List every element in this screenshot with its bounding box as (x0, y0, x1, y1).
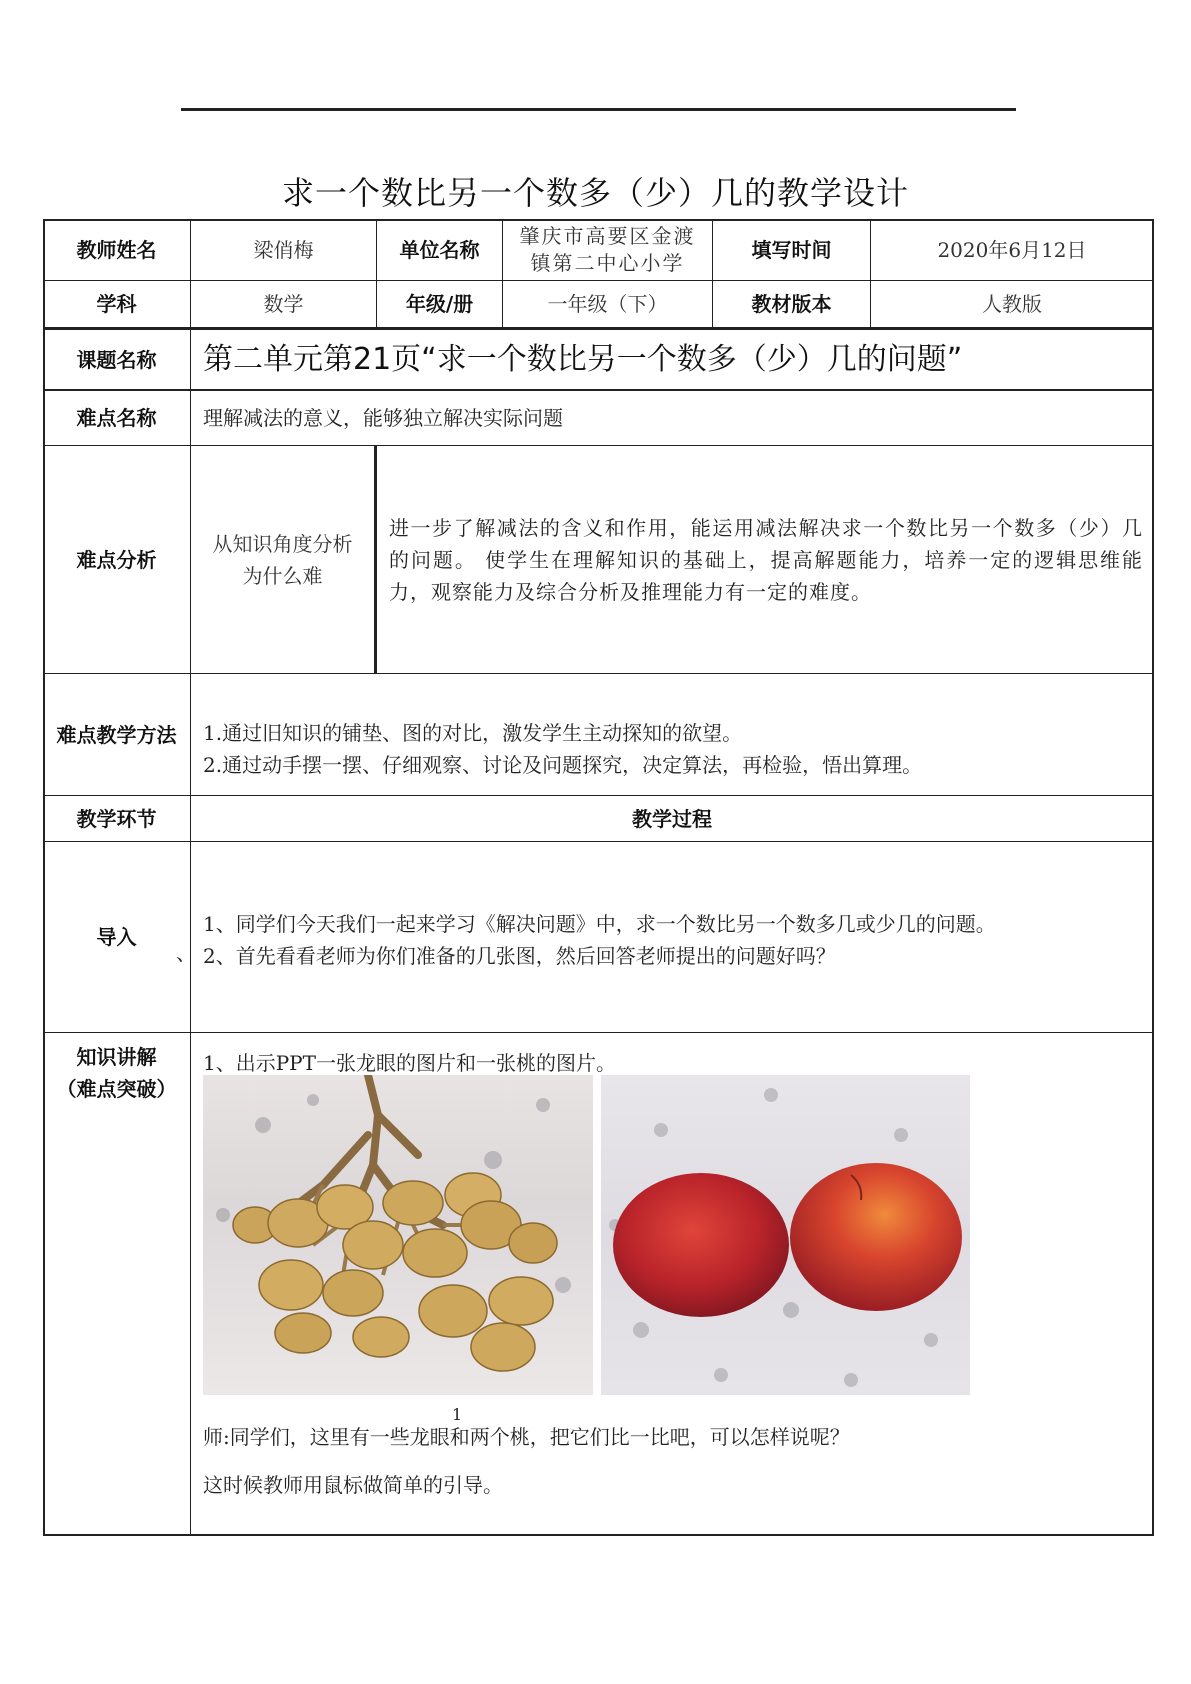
method-item-2: 2.通过动手摆一摆、仔细观察、讨论及问题探究，决定算法，再检验，悟出算理。 (203, 752, 923, 777)
analysis-label: 难点分析 (43, 446, 191, 674)
knowledge-label (43, 1033, 191, 1536)
difficulty-label: 难点名称 (43, 390, 191, 446)
topic-value: 第二单元第21页“求一个数比另一个数多（少）几的问题” (191, 328, 1154, 390)
page-number: 1 (452, 1405, 463, 1424)
peach-image (601, 1075, 970, 1395)
stage-header: 教学环节 (43, 796, 191, 842)
lesson-plan-table (43, 219, 1154, 1536)
analysis-sub-label: 从知识角度分析为什么难 (191, 446, 377, 674)
teacher-dialogue: 师:同学们，这里有一些龙眼和两个桃，把它们比一比吧，可以怎样说呢？ (203, 1425, 850, 1449)
edition-label: 教材版本 (713, 281, 871, 328)
document-title: 求一个数比另一个数多（少）几的教学设计 (281, 174, 909, 212)
subject-label: 学科 (43, 281, 191, 328)
analysis-cell (377, 446, 1154, 674)
teacher-value: 梁俏梅 (191, 219, 377, 281)
knowledge-label-line1: 知识讲解 (76, 1045, 157, 1069)
header-rule (181, 108, 1016, 111)
method-cell (191, 674, 1154, 796)
intro-item-2: 2、首先看看老师为你们准备的几张图，然后回答老师提出的问题好吗？ (203, 944, 836, 968)
time-label: 填写时间 (713, 219, 871, 281)
difficulty-value: 理解减法的意义，能够独立解决实际问题 (191, 390, 1154, 446)
unit-label: 单位名称 (377, 219, 503, 281)
edition-value: 人教版 (871, 281, 1154, 328)
method-label: 难点教学方法 (43, 674, 191, 796)
process-header: 教学过程 (191, 796, 1154, 842)
longan-photo (203, 1075, 593, 1395)
knowledge-cell (191, 1033, 1154, 1536)
knowledge-label-line2: （难点突破） (56, 1077, 177, 1101)
grade-value: 一年级（下） (503, 281, 713, 328)
intro-item-1: 1、同学们今天我们一起来学习《解决问题》中，求一个数比另一个数多几或少几的问题。 (203, 912, 996, 936)
teacher-note: 这时候教师用鼠标做简单的引导。 (203, 1473, 503, 1497)
grade-label: 年级/册 (377, 281, 503, 328)
time-value: 2020年6月12日 (871, 219, 1154, 281)
unit-value: 肇庆市高要区金渡镇第二中心小学 (503, 219, 713, 281)
intro-label: 导入 (43, 842, 191, 1033)
knowledge-item-1: 1、出示PPT一张龙眼的图片和一张桃的图片。 (203, 1051, 616, 1075)
topic-label: 课题名称 (43, 328, 191, 390)
analysis-value: 进一步了解减法的含义和作用，能运用减法解决求一个数比另一个数多（少）几的问题。 使学生在理解知识的基础上，提高解题能力，培养一定的逻辑思维能力，观察能力及综合分析及推理能力有一定的难度。 (389, 516, 1143, 604)
teacher-label: 教师姓名 (43, 219, 191, 281)
method-item-1: 1.通过旧知识的铺垫、图的对比，激发学生主动探知的欲望。 (203, 720, 743, 745)
stray-mark: 、 (176, 941, 196, 965)
subject-value: 数学 (191, 281, 377, 328)
intro-cell (191, 842, 1154, 1033)
peach-photo (601, 1075, 970, 1395)
longan-image (203, 1075, 593, 1395)
